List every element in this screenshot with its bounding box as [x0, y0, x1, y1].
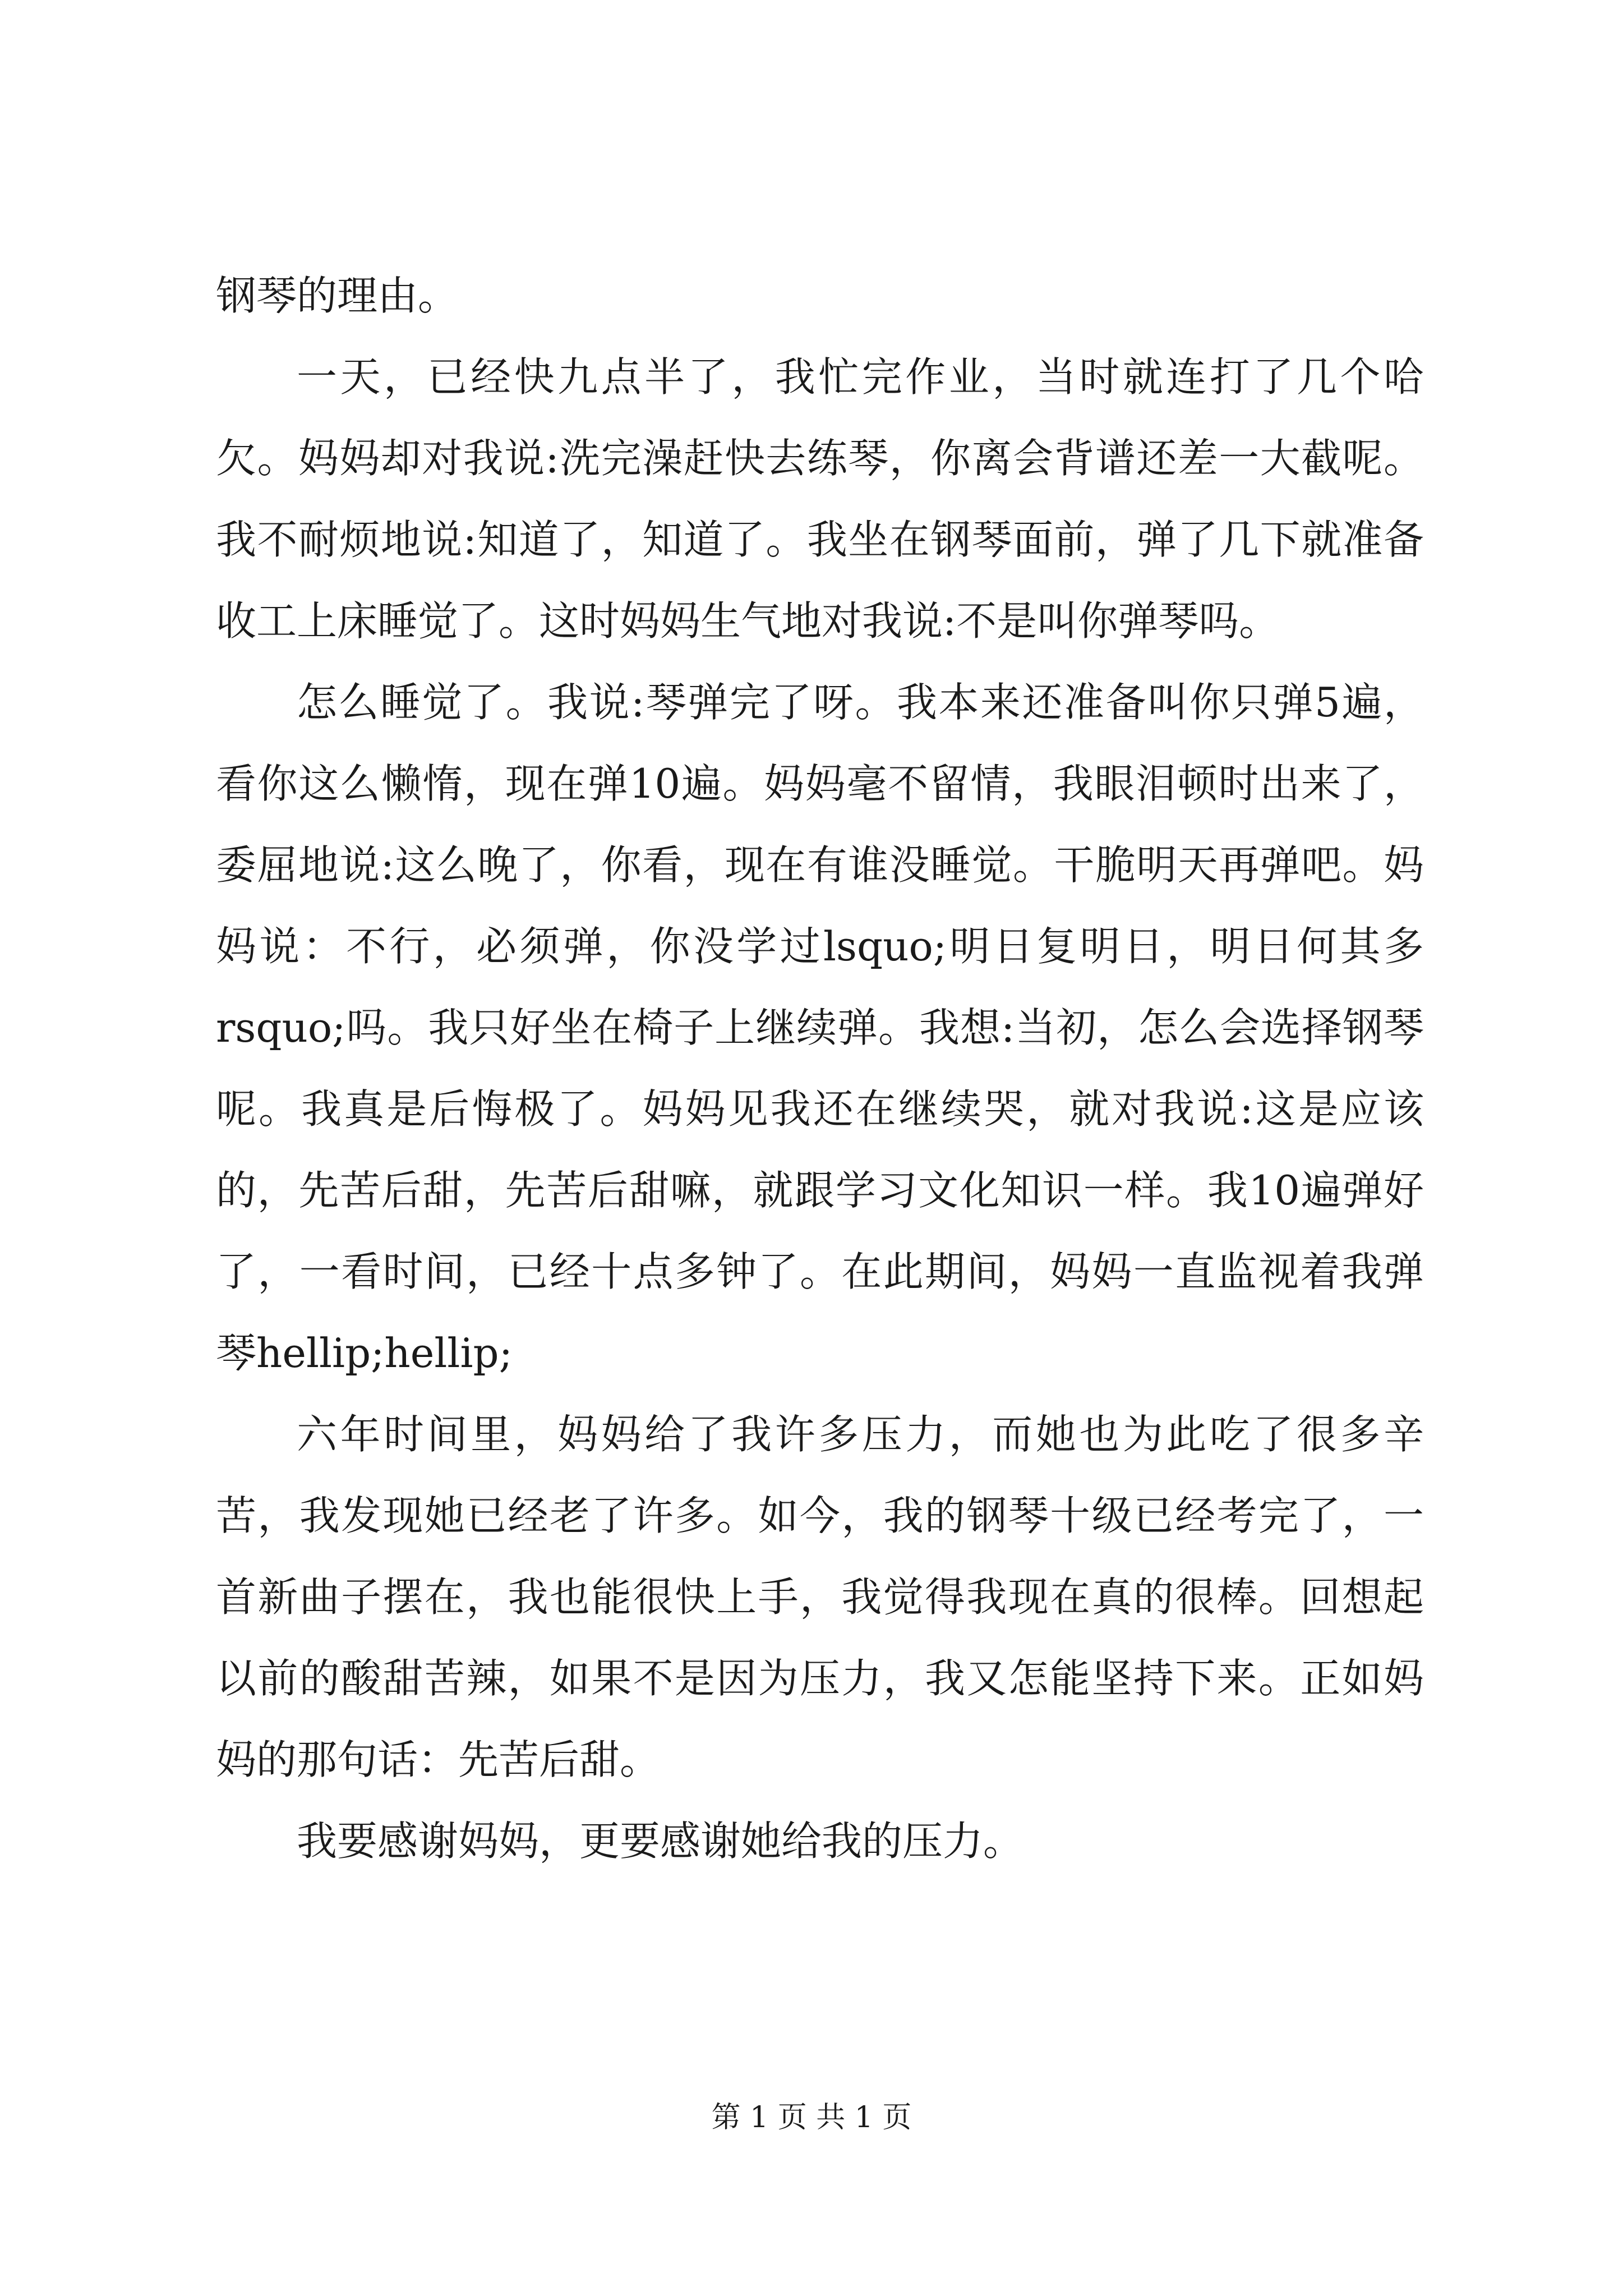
paragraph-5: 我要感谢妈妈，更要感谢她给我的压力。	[297, 1818, 1024, 1865]
page-number-label: 第 1 页 共 1 页	[711, 2101, 912, 2134]
paragraph-4: 六年时间里，妈妈给了我许多压力，而她也为此吃了很多辛苦，我发现她已经老了许多。如今，我的钢琴十级已经考完了，一首新曲子摆在，我也能很快上手，我觉得我现在真的很棒。回想起以前的酸甜苦辣，如果不是因为压力，我又怎能坚持下来。正如妈妈的那句话：先苦后甜。	[216, 1411, 1424, 1783]
paragraph-1: 钢琴的理由。	[216, 272, 459, 319]
page-footer	[0, 2098, 1623, 2137]
paragraph-2: 一天，已经快九点半了，我忙完作业，当时就连打了几个哈欠。妈妈却对我说:洗完澡赶快去练琴，你离会背谱还差一大截呢。我不耐烦地说:知道了，知道了。我坐在钢琴面前，弹了几下就准备收工上床睡觉了。这时妈妈生气地对我说:不是叫你弹琴吗。	[216, 353, 1424, 645]
body-text	[216, 255, 1424, 1882]
paragraph-3: 怎么睡觉了。我说:琴弹完了呀。我本来还准备叫你只弹5遍，看你这么懒惰，现在弹10遍。妈妈毫不留情，我眼泪顿时出来了，委屈地说:这么晚了，你看，现在有谁没睡觉。干脆明天再弹吧。妈妈说：不行，必须弹，你没学过lsquo;明日复明日，明日何其多rsquo;吗。我只好坐在椅子上继续弹。我想:当初，怎么会选择钢琴呢。我真是后悔极了。妈妈见我还在继续哭，就对我说:这是应该的，先苦后甜，先苦后甜嘛，就跟学习文化知识一样。我10遍弹好了，一看时间，已经十点多钟了。在此期间，妈妈一直监视着我弹琴hellip;hellip;	[216, 679, 1424, 1377]
